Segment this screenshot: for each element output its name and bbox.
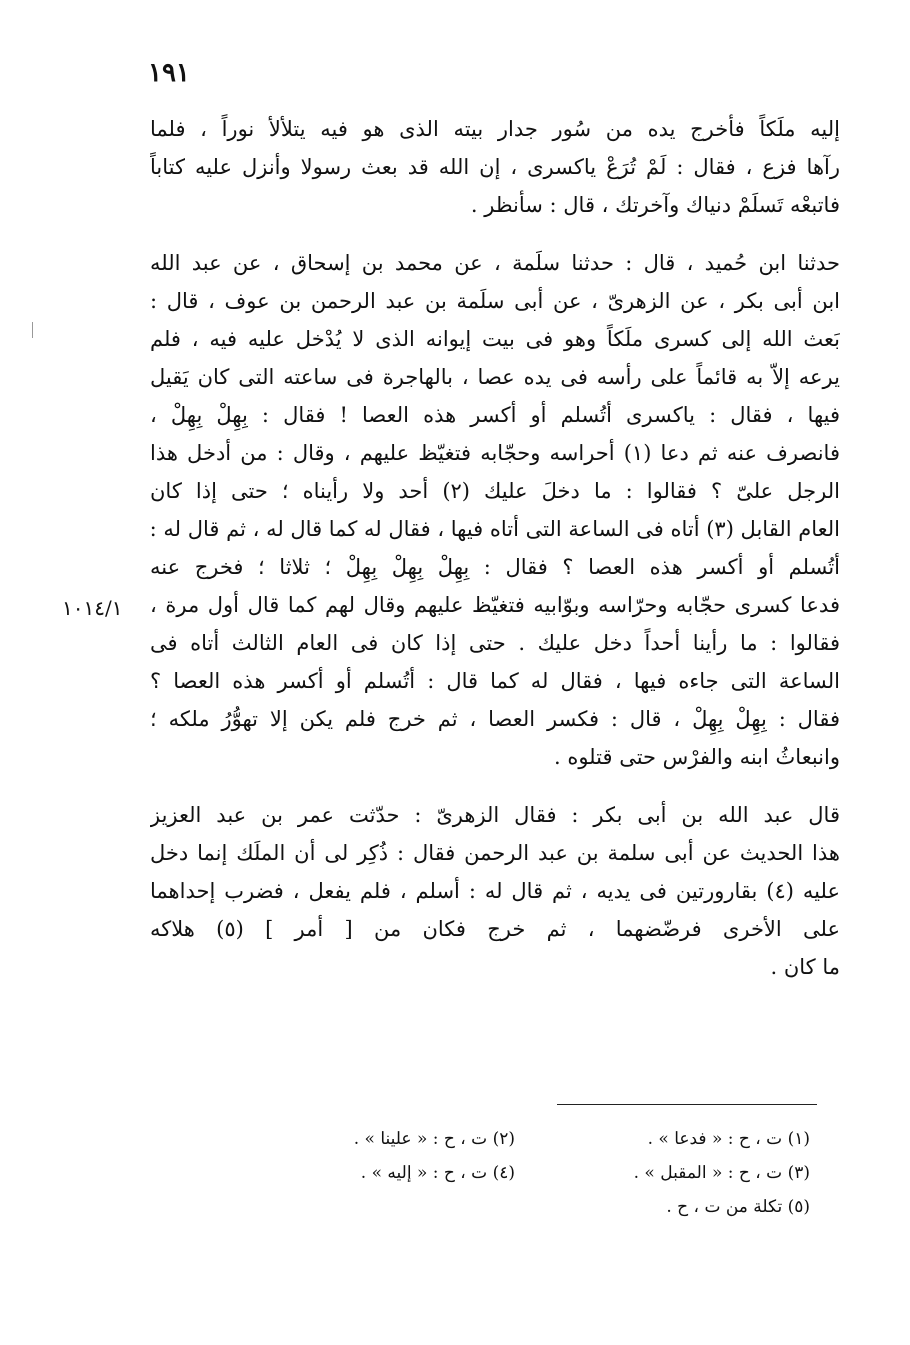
footnote-row: [220, 1190, 810, 1224]
footnote-1: (١) ت ، ح : « فدعا » .: [647, 1129, 810, 1149]
text-line: فانصرف عنه ثم دعا (١) أحراسه وحجّابه فتغيّظ عليهم ، وقال : من أدخل هذا: [150, 441, 840, 465]
footnote-empty: [220, 1190, 515, 1224]
text-line: وانبعاثُ ابنه والفرْس حتى قتلوه .: [553, 745, 840, 769]
text-line: إليه ملَكاً فأخرج يده من سُور جدار بيته الذى هو فيه يتلألأ نوراً ، فلما: [150, 117, 840, 141]
paragraph-gap: [150, 224, 840, 244]
text-line: عليه (٤) بقارورتين فى يديه ، ثم قال له : أسلم ، فلم يفعل ، فضرب إحداهما: [150, 879, 840, 903]
text-line: فاتبعْه تَسلَمْ دنياك وآخرتك ، قال : سأنظر .: [470, 193, 840, 217]
paragraph-1: [150, 110, 840, 224]
footnote-4: (٤) ت ، ح : « إليه » .: [360, 1163, 515, 1183]
text-line: العام القابل (٣) أتاه فى الساعة التى أتاه فيها ، فقال له كما قال له ، ثم قال له :: [150, 517, 840, 541]
text-line: رآها فزع ، فقال : لَمْ تُرَعْ ياكسرى ، إن الله قد بعث رسولا وأنزل عليه كتاباً: [150, 155, 840, 179]
footnote-row: [220, 1156, 810, 1190]
text-line: الرجل علىّ ؟ فقالوا : ما دخلَ عليك (٢) أحد ولا رأيناه ؛ حتى إذا كان: [150, 479, 840, 503]
text-line: يرعه إلاّ به قائماً على رأسه فى يده عصا ، بالهاجرة فى ساعته التى كان يَقيل: [150, 365, 840, 389]
text-line: هذا الحديث عن أبى سلمة بن عبد الرحمن فقال : ذُكِر لى أن الملَك إنما دخل: [150, 841, 840, 865]
text-line: ما كان .: [770, 955, 840, 979]
footnote-5: (٥) تكلة من ت ، ح .: [666, 1197, 810, 1217]
text-line: أتُسلم أو أكسر هذه العصا ؟ فقال : بِهِلْ بِهِلْ بِهِلْ ؛ ثلاثا ؛ فخرج عنه: [150, 555, 840, 579]
text-line: الساعة التى جاءه فيها ، فقال له كما قال : أتُسلم أو أكسر هذه العصا ؟: [150, 669, 840, 693]
paragraph-gap: [150, 776, 840, 796]
text-line: بَعث الله إلى كسرى ملَكاً وهو فى بيت إيوانه الذى لا يُدْخل عليه فيه ، فلم: [150, 327, 840, 351]
margin-mark: [32, 322, 33, 338]
text-line: على الأخرى فرضّضهما ، ثم خرج فكان من [ أمر ] (٥) هلاكه: [150, 917, 840, 941]
page-number: ١٩١: [148, 58, 190, 88]
text-line: فدعا كسرى حجّابه وحرّاسه وبوّابيه فتغيّظ عليهم وقال لهم كما قال أول مرة ،: [150, 593, 840, 617]
footnote-row: [220, 1122, 810, 1156]
footnote-divider: [557, 1104, 817, 1105]
text-line: قال عبد الله بن أبى بكر : فقال الزهرىّ : حدّثت عمر بن عبد العزيز: [150, 803, 840, 827]
footnote-3: (٣) ت ، ح : « المقبل » .: [633, 1163, 810, 1183]
footnote-2: (٢) ت ، ح : « علينا » .: [353, 1129, 515, 1149]
paragraph-2: [150, 244, 840, 776]
text-line: فيها ، فقال : ياكسرى أتُسلم أو أكسر هذه العصا ! فقال : بِهِلْ بِهِلْ ،: [150, 403, 840, 427]
text-line: حدثنا ابن حُميد ، قال : حدثنا سلَمة ، عن محمد بن إسحاق ، عن عبد الله: [150, 251, 840, 275]
footnotes: [220, 1122, 810, 1224]
text-line: فقال : بِهِلْ بِهِلْ ، قال : فكسر العصا ، ثم خرج فلم يكن إلا تهوُّرُ ملكه ؛: [150, 707, 840, 731]
text-line: ابن أبى بكر ، عن الزهرىّ ، عن أبى سلَمة بن عبد الرحمن بن عوف ، قال :: [150, 289, 840, 313]
paragraph-3: [150, 796, 840, 986]
main-text: [150, 110, 840, 986]
text-line: فقالوا : ما رأينا أحداً دخل عليك . حتى إذا كان فى العام الثالث أتاه فى: [150, 631, 840, 655]
margin-reference: ١٠١٤/١: [62, 596, 123, 620]
